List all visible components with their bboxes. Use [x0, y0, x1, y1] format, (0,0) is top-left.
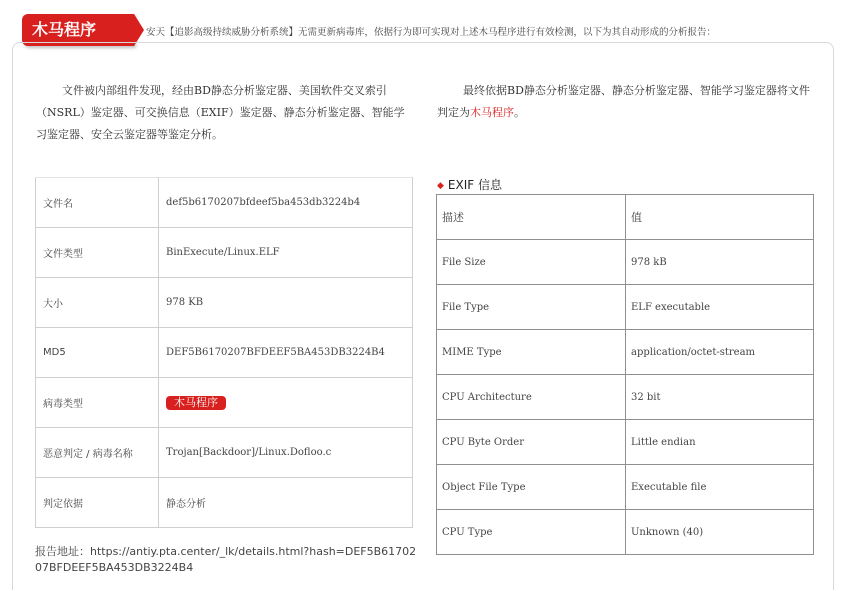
row-value: 978 KB — [159, 278, 413, 328]
row-label: 恶意判定 / 病毒名称 — [36, 428, 159, 478]
row-key: CPU Byte Order — [437, 420, 626, 465]
row-key: File Type — [437, 285, 626, 330]
file-info-table — [35, 177, 413, 528]
row-value: DEF5B6170207BFDEEF5BA453DB3224B4 — [159, 328, 413, 378]
row-label: 大小 — [36, 278, 159, 328]
row-label: 文件类型 — [36, 228, 159, 278]
virus-type-badge: 木马程序 — [166, 396, 226, 410]
verdict-highlight: 木马程序 — [470, 106, 514, 119]
intro-right-text: 最终依据BD静态分析鉴定器、静态分析鉴定器、智能学习鉴定器将文件判定为 — [437, 84, 810, 119]
table-header-row — [437, 195, 814, 240]
row-label: 判定依据 — [36, 478, 159, 528]
table-row — [437, 375, 814, 420]
row-value: 静态分析 — [159, 478, 413, 528]
table-row — [437, 420, 814, 465]
table-row — [36, 378, 413, 428]
column-header-value: 值 — [626, 195, 814, 240]
intro-left-paragraph: 文件被内部组件发现，经由BD静态分析鉴定器、美国软件交叉索引（NSRL）鉴定器、可交换信息（EXIF）鉴定器、静态分析鉴定器、智能学习鉴定器、安全云鉴定器等鉴定分析。 — [36, 84, 405, 141]
table-row — [437, 240, 814, 285]
table-row — [36, 178, 413, 228]
row-key: CPU Type — [437, 510, 626, 555]
row-label: MD5 — [36, 328, 159, 378]
row-value: application/octet-stream — [626, 330, 814, 375]
row-key: Object File Type — [437, 465, 626, 510]
table-row — [437, 465, 814, 510]
report-label: 报告地址： — [35, 545, 90, 558]
row-label: 病毒类型 — [36, 378, 159, 428]
row-key: File Size — [437, 240, 626, 285]
table-row — [36, 478, 413, 528]
row-value: Unknown (40) — [626, 510, 814, 555]
row-value: Executable file — [626, 465, 814, 510]
table-row — [437, 285, 814, 330]
row-value: ELF executable — [626, 285, 814, 330]
table-row — [36, 428, 413, 478]
table-row — [437, 330, 814, 375]
row-value: BinExecute/Linux.ELF — [159, 228, 413, 278]
table-row — [437, 510, 814, 555]
intro-right-paragraph — [437, 80, 813, 124]
row-key: MIME Type — [437, 330, 626, 375]
row-key: CPU Architecture — [437, 375, 626, 420]
table-row — [36, 278, 413, 328]
exif-table — [436, 194, 814, 555]
intro-right-suffix: 。 — [514, 106, 525, 119]
row-value: 978 kB — [626, 240, 814, 285]
section-tag: 木马程序 — [22, 14, 134, 46]
report-address — [35, 544, 417, 576]
row-value: Trojan[Backdoor]/Linux.Dofloo.c — [159, 428, 413, 478]
column-header-description: 描述 — [437, 195, 626, 240]
exif-title-text: EXIF 信息 — [447, 178, 502, 192]
row-value: Little endian — [626, 420, 814, 465]
diamond-bullet-icon: ◆ — [437, 181, 444, 191]
row-label: 文件名 — [36, 178, 159, 228]
row-value — [159, 378, 413, 428]
table-row — [36, 328, 413, 378]
row-value: def5b6170207bfdeef5ba453db3224b4 — [159, 178, 413, 228]
table-row — [36, 228, 413, 278]
exif-section-title — [437, 176, 502, 193]
header-description: 安天【追影高级持续威胁分析系统】无需更新病毒库，依据行为即可实现对上述木马程序进行有效检测，以下为其自动形成的分析报告： — [146, 27, 717, 38]
row-value: 32 bit — [626, 375, 814, 420]
report-url-link[interactable]: https://antiy.pta.center/_lk/details.html?hash=DEF5B6170207BFDEEF5BA453DB3224B4 — [35, 545, 417, 574]
